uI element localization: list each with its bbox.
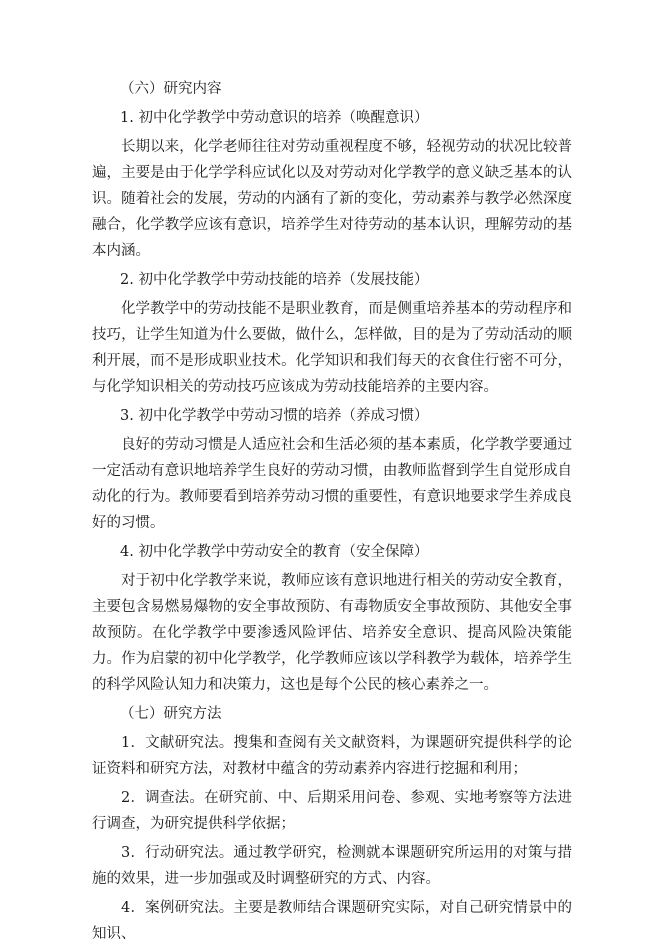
item-3-heading: 3. 初中化学教学中劳动习惯的培养（养成习惯）: [120, 408, 429, 424]
item-2-body: 化学教学中的劳动技能不是职业教育，而是侧重培养基本的劳动程序和技巧，让学生知道为什么要做，做什么，怎样做，目的是为了劳动活动的顺利开展，而不是形成职业技术。化学知识和我们每天的衣食住行密不可分，与化学知识相关的劳动技巧应该成为劳动技能培养的主要内容。: [92, 301, 572, 395]
item-1-heading: 1. 初中化学教学中劳动意识的培养（唤醒意识）: [120, 110, 429, 126]
method-3: 3．行动研究法。通过教学研究，检测就本课题研究所运用的对策与措施的效果，进一步加强或及时调整研究的方式、内容。: [92, 845, 572, 887]
method-4: 4．案例研究法。主要是教师结合课题研究实际，对自己研究情景中的知识、: [92, 900, 572, 942]
item-1-body: 长期以来，化学老师往往对劳动重视程度不够，轻视劳动的状况比较普遍，主要是由于化学学科应试化以及对劳动对化学教学的意义缺乏基本的认识。随着社会的发展，劳动的内涵有了新的变化，劳动素养与教学必然深度融合，化学教学应该有意识，培养学生对待劳动的基本认识，理解劳动的基本内涵。: [92, 139, 572, 259]
method-1: 1．文献研究法。搜集和查阅有关文献资料，为课题研究提供科学的论证资料和研究方法，对教材中蕴含的劳动素养内容进行挖掘和利用；: [92, 735, 572, 777]
document-content: [92, 76, 572, 950]
method-2: 2．调查法。在研究前、中、后期采用问卷、参观、实地考察等方法进行调查，为研究提供科学依据；: [92, 790, 572, 832]
item-3-body: 良好的劳动习惯是人适应社会和生活必须的基本素质，化学教学要通过一定活动有意识地培养学生良好的劳动习惯，由教师监督到学生自觉形成自动化的行为。教师要看到培养劳动习惯的重要性，有意识地要求学生养成良好的习惯。: [92, 437, 572, 531]
item-4-heading: 4. 初中化学教学中劳动安全的教育（安全保障）: [120, 544, 429, 560]
item-4-body: 对于初中化学教学来说，教师应该有意识地进行相关的劳动安全教育，主要包含易燃易爆物的安全事故预防、有毒物质安全事故预防、其他安全事故预防。在化学教学中要渗透风险评估、培养安全意识、提高风险决策能力。作为启蒙的初中化学教学，化学教师应该以学科教学为载体，培养学生的科学风险认知力和决策力，这也是每个公民的核心素养之一。: [92, 573, 572, 693]
section-6-title: （六）研究内容: [120, 81, 222, 97]
item-2-heading: 2. 初中化学教学中劳动技能的培养（发展技能）: [120, 272, 429, 288]
section-7-title: （七）研究方法: [120, 706, 222, 722]
